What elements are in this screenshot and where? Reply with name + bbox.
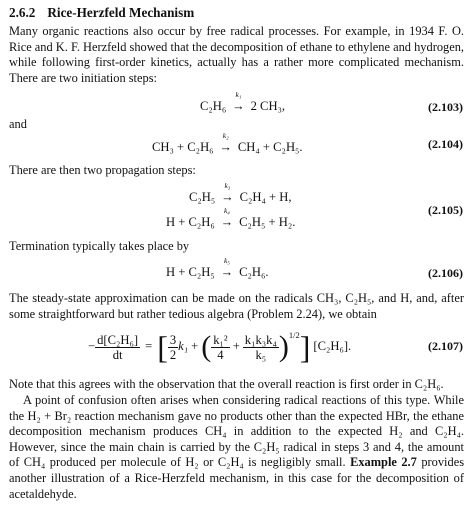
eq-rhs: 2 CH₃, <box>250 99 286 113</box>
rate-constant: k₁ <box>235 90 242 99</box>
reaction-arrow-icon: k₄ → <box>218 215 236 231</box>
equation-2-106 <box>166 256 269 281</box>
coefficient-fraction <box>168 333 178 362</box>
confusion-text: A point of confusion often arises when considering radical reactions of this type. While the H₂ + Br₂ reaction mechanism gave no products other than the expected HBr, the ethane decomposition mechanism produces CH₄ in addition to the expected H₂ and C₂H₄. However, since the main chain is carried by the C₂H₅ radical in steps 3 and 4, the amount of CH₄ produced per molecule of H₂ or C₂H₄ is negligibly small. <box>9 393 464 470</box>
equals-sign: = <box>145 339 153 354</box>
equation-number: (2.107) <box>428 339 463 353</box>
reaction-arrow-icon: k₅ → <box>218 265 236 281</box>
rate-product-fraction <box>243 333 279 362</box>
eq-rhs: C₂H₆. <box>239 265 269 279</box>
coefficient-numerator: 3 <box>169 332 177 347</box>
section-number: 2.6.2 <box>9 5 36 20</box>
eq-lhs: H + C₂H₅ <box>166 265 215 279</box>
derivative-fraction <box>95 333 140 362</box>
reaction-arrow-icon: k₃ → <box>218 190 236 206</box>
eq-rhs: C₂H₄ + H, <box>239 190 292 204</box>
equation-number: (2.105) <box>428 203 463 217</box>
intro-paragraph: Many organic reactions also occur by free radical processes. For example, in 1934 F. O. Rice and K. F. Herzfeld showed that the decomposition of ethane to ethylene and hydrogen, while following first-order kinetics, actually has a rather more complicated mechanism. There are two initiation steps: <box>9 24 464 85</box>
rate-constant: k₃ <box>224 181 231 190</box>
minus-sign: − <box>88 339 96 354</box>
equation-number: (2.103) <box>428 100 463 114</box>
section-heading <box>9 5 194 21</box>
rate-constant: k₄ <box>223 206 230 215</box>
k1-squared-fraction <box>211 333 229 362</box>
confusion-paragraph <box>9 393 464 502</box>
equation-2-105-a <box>189 181 292 206</box>
section-title: Rice-Herzfeld Mechanism <box>47 5 195 20</box>
equation-2-107: − $\frac{\text{d[C₂H₆]}}{dt}$ = [ $\frac{3}{2}$ k₁ + ( $\frac{\text{k₁²}}{4}$ + $\frac{\text{k₁k₃k₄}}{\text{k₅}}$ ) $^{1/2}$ ] [C₂H₆]. <box>88 329 352 365</box>
derivative-numerator: d[C₂H₆] <box>97 332 139 347</box>
equation-number: (2.106) <box>428 266 463 280</box>
equation-number: (2.104) <box>428 137 463 151</box>
equation-2-105-b <box>166 206 296 231</box>
rate-constant: k₅ <box>223 256 230 265</box>
coefficient-denominator: 2 <box>169 347 177 362</box>
equation-2-104 <box>152 131 303 156</box>
plus-sign: + <box>191 339 199 354</box>
concentration: [C₂H₆]. <box>313 339 352 354</box>
reaction-arrow-icon: k₂ → <box>217 140 235 156</box>
equation-2-103 <box>200 90 286 115</box>
connector-and: and <box>9 117 27 131</box>
steady-state-paragraph: The steady-state approximation can be made on the radicals CH₃, C₂H₅, and H, and, after some straightforward but rather tedious algebra (Problem 2.24), we obtain <box>9 291 464 321</box>
eq-rhs: C₂H₅ + H₂. <box>239 215 296 229</box>
eq-lhs: CH₃ + C₂H₆ <box>152 140 214 154</box>
rate-constant: k₂ <box>222 131 229 140</box>
k1-term: k₁ <box>178 339 189 354</box>
propagation-text: There are then two propagation steps: <box>9 163 196 177</box>
k1-squared: k₁² <box>213 332 228 347</box>
reaction-arrow-icon: k₁ → <box>229 99 247 115</box>
rate-product: k₁k₃k₄ <box>244 332 277 347</box>
eq-lhs: H + C₂H₆ <box>166 215 215 229</box>
eq-rhs: CH₄ + C₂H₅. <box>237 140 303 154</box>
termination-text: Termination typically takes place by <box>9 239 190 253</box>
k5: k₅ <box>255 347 267 362</box>
eq-lhs: C₂H₆ <box>200 99 227 113</box>
closing-text: provides another illustration of a Rice-Herzfeld mechanism, in this case for the decomposition of acetaldehyde. <box>9 455 465 501</box>
example-reference: Example 2.7 <box>350 455 417 470</box>
eq-lhs: C₂H₅ <box>189 190 216 204</box>
four: 4 <box>217 347 224 362</box>
plus-sign: + <box>232 339 240 354</box>
derivative-denominator: dt <box>112 347 123 362</box>
note-paragraph: Note that this agrees with the observation that the overall reaction is first order in C₂H₆. <box>9 377 444 391</box>
